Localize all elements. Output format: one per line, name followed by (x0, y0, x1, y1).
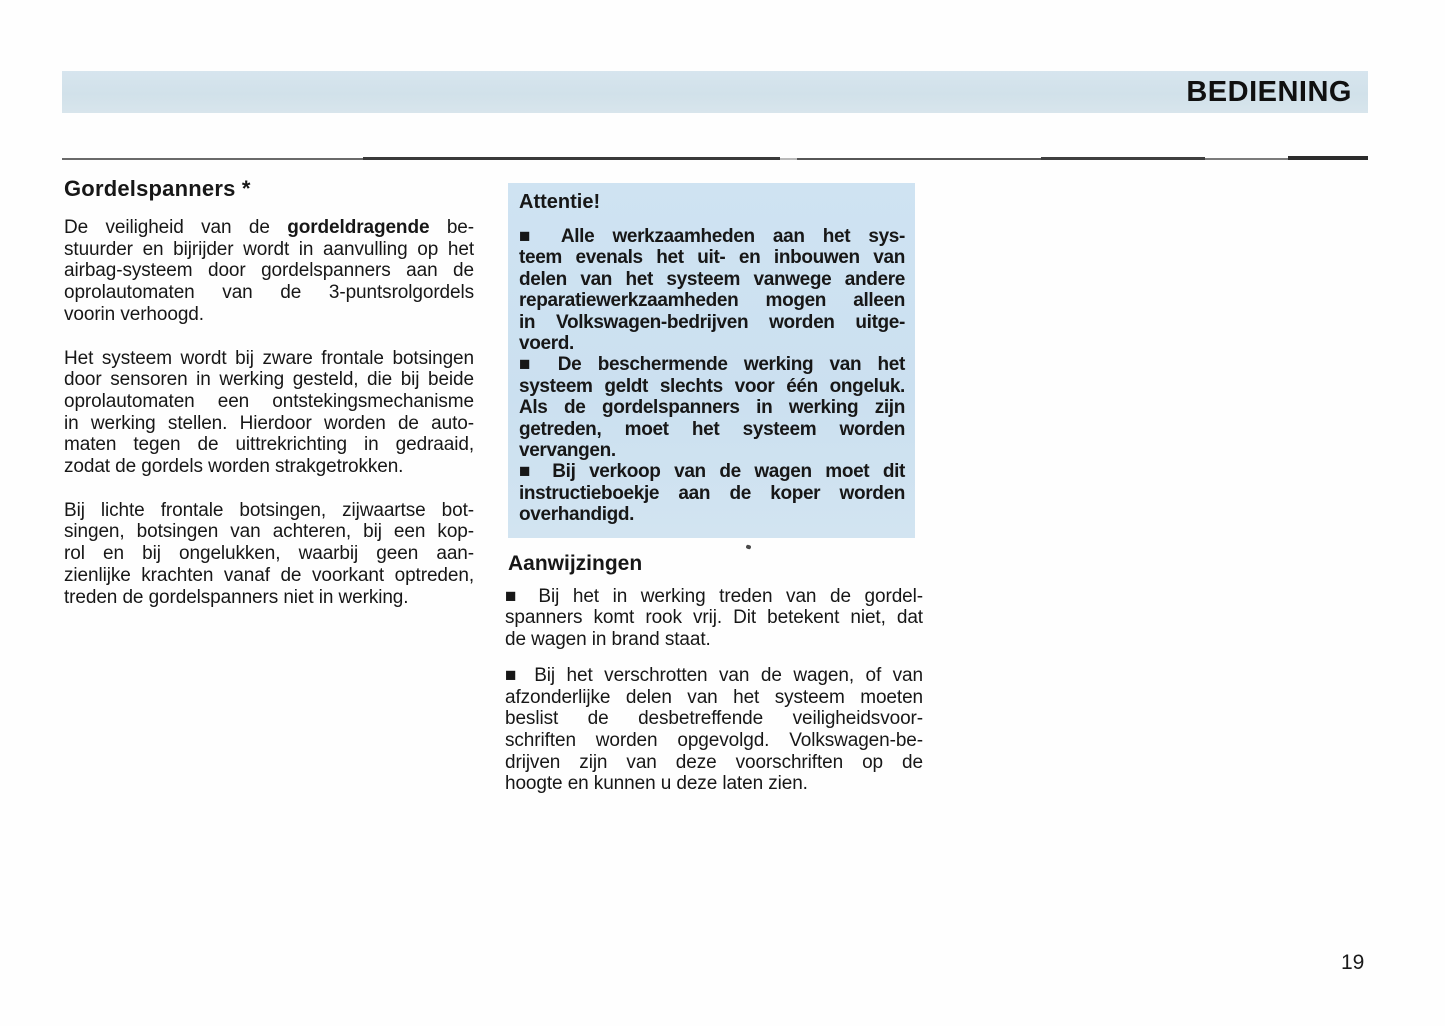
text-line: de wagen in brand staat. (505, 629, 711, 651)
attention-box (508, 183, 915, 538)
left-column (64, 176, 474, 630)
note-item (505, 586, 923, 651)
notes-section (505, 552, 923, 795)
paragraph (64, 217, 474, 326)
attention-heading: Attentie! (519, 191, 601, 213)
text-line: zienlijke krachten vanaf de voorkant optreden, (64, 564, 474, 586)
rule-segment (363, 157, 780, 160)
rule-segment (1041, 157, 1205, 160)
text-line: oprolautomaten een ontstekingsmechanisme (64, 390, 474, 412)
note-item (505, 665, 923, 795)
text-line: systeem geldt slechts voor één ongeluk. (519, 375, 905, 397)
paragraph (64, 348, 474, 478)
text-line: treden de gordelspanners niet in werking. (64, 586, 409, 608)
divider-rule (62, 156, 1368, 162)
text-line: spanners komt rook vrij. Dit betekent niet, dat (505, 607, 923, 629)
text-line: reparatiewerkzaamheden mogen alleen (519, 290, 905, 312)
text-line: instructieboekje aan de koper worden (519, 482, 905, 504)
right-column (505, 183, 923, 809)
paragraph (64, 500, 474, 609)
attention-item (519, 226, 905, 354)
text-run: be- (429, 217, 474, 238)
rule-segment (62, 158, 363, 160)
text-line: afzonderlijke delen van het systeem moeten (505, 686, 923, 708)
text-line: ■ De beschermende werking van het (519, 354, 905, 376)
text-line: voerd. (519, 333, 574, 355)
text-line: overhandigd. (519, 504, 635, 526)
text-line: maten tegen de uittrekrichting in gedraaid, (64, 434, 474, 456)
text-line: schriften worden opgevolgd. Volkswagen-be- (505, 729, 923, 751)
text-line: vervangen. (519, 440, 616, 462)
attention-item (519, 461, 905, 525)
text-line: delen van het systeem vanwege andere (519, 268, 905, 290)
text-line: ■ Alle werkzaamheden aan het sys- (519, 226, 905, 247)
header-band (62, 71, 1368, 113)
text-line: drijven zijn van deze voorschriften op de (505, 751, 923, 773)
text-line: oprolautomaten van de 3-puntsrolgordels (64, 282, 474, 304)
text-line: Als de gordelspanners in werking zijn (519, 397, 905, 419)
text-line: in Volkswagen-bedrijven worden uitge- (519, 311, 905, 333)
text-line: rol en bij ongelukken, waarbij geen aan- (64, 543, 474, 565)
page-number: 19 (1341, 951, 1365, 974)
text-line: zodat de gordels worden strakgetrokken. (64, 456, 404, 478)
text-line: door sensoren in werking gesteld, die bij beide (64, 369, 474, 391)
text-line: beslist de desbetreffende veiligheidsvoor- (505, 708, 923, 730)
text-line: hoogte en kunnen u deze laten zien. (505, 773, 808, 795)
text-line: Het systeem wordt bij zware frontale botsingen (64, 347, 474, 369)
page-title: BEDIENING (1186, 75, 1352, 108)
rule-segment (1288, 156, 1368, 160)
text-line: voorin verhoogd. (64, 303, 204, 325)
attention-item (519, 354, 905, 461)
text-line: ■ Bij het in werking treden van de gordel- (505, 585, 923, 607)
text-line: ■ Bij verkoop van de wagen moet dit (519, 461, 905, 483)
text-line: stuurder en bijrijder wordt in aanvulling op het (64, 238, 474, 260)
rule-segment (780, 158, 797, 160)
text-line (64, 217, 474, 239)
text-line: in werking stellen. Hierdoor worden de auto- (64, 412, 474, 434)
text-run: De veiligheid van de (64, 217, 288, 238)
text-line: Bij lichte frontale botsingen, zijwaartse bot- (64, 499, 474, 521)
text-line: ■ Bij het verschrotten van de wagen, of van (505, 664, 923, 686)
text-line: getreden, moet het systeem worden (519, 418, 905, 440)
text-line: singen, botsingen van achteren, bij een kop- (64, 521, 474, 543)
section-heading-gordelspanners: Gordelspanners * (64, 176, 251, 201)
rule-segment (797, 158, 1041, 160)
text-run-bold: gordeldragende (287, 217, 430, 238)
notes-heading: Aanwijzingen (508, 551, 643, 575)
text-line: airbag-systeem door gordelspanners aan de (64, 260, 474, 282)
rule-segment (1205, 158, 1288, 160)
text-line: teem evenals het uit- en inbouwen van (519, 247, 905, 269)
